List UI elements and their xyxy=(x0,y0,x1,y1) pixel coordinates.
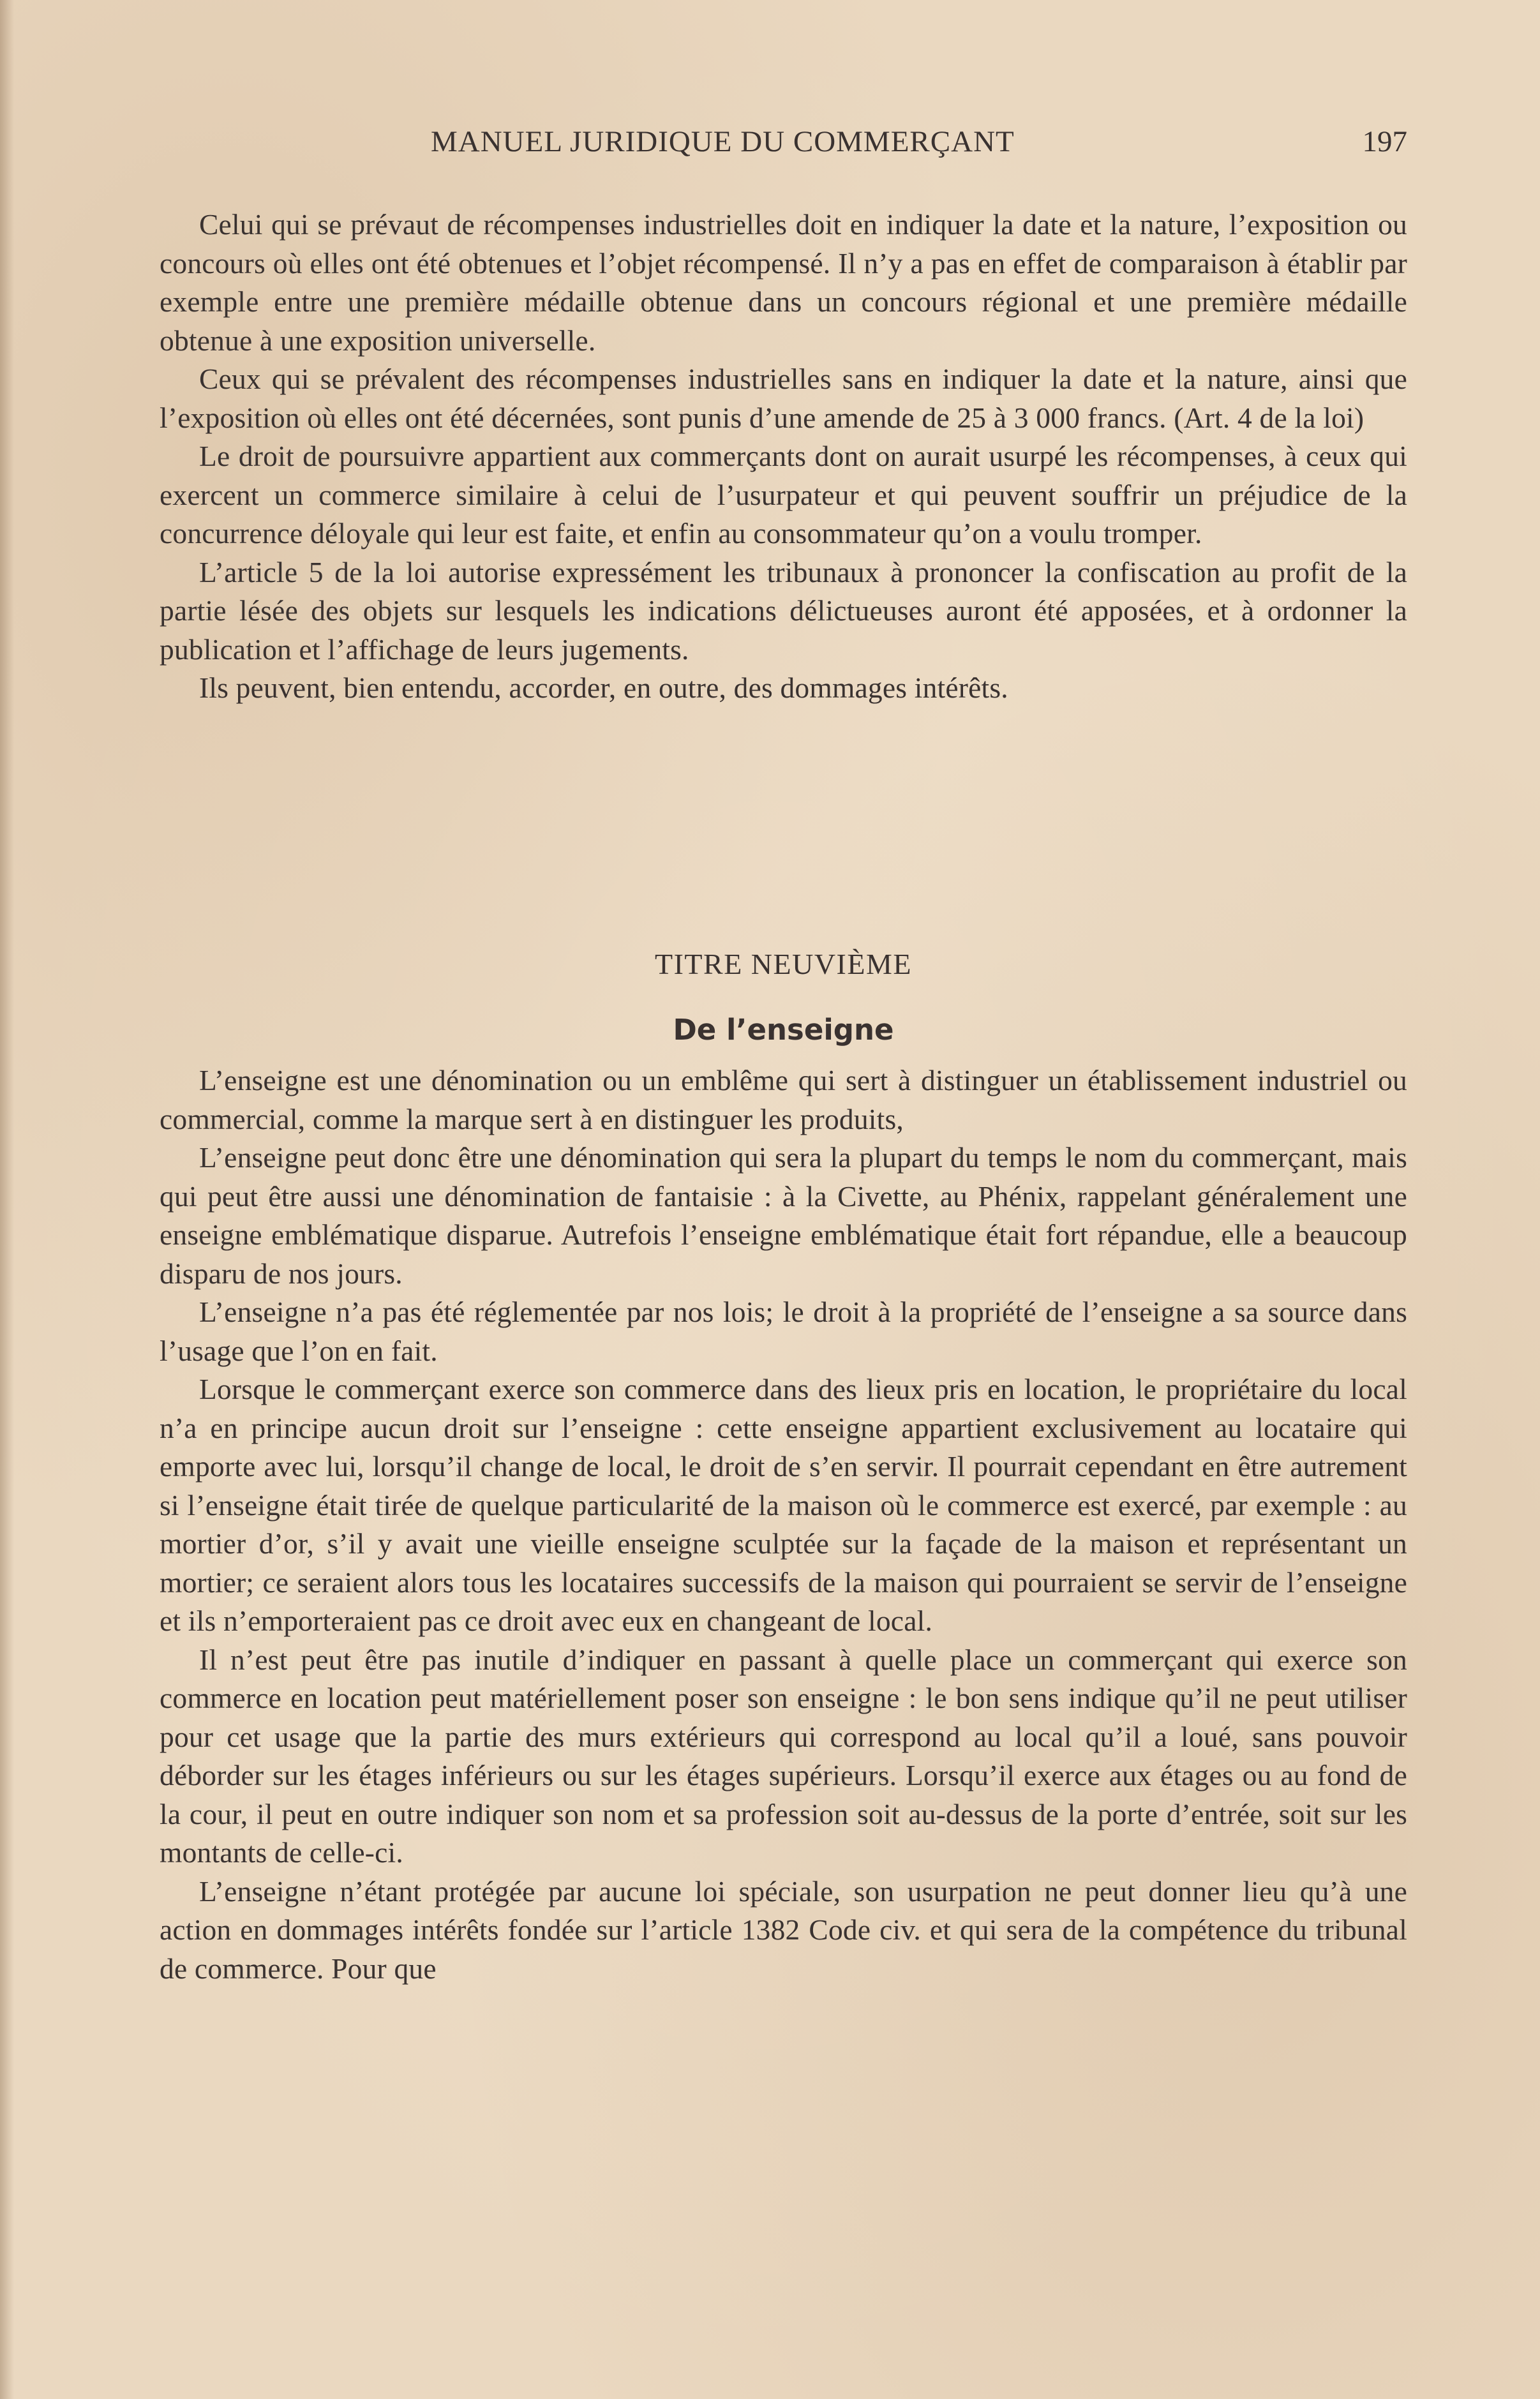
paragraph: Lorsque le commerçant exerce son commerce dans des lieux pris en location, le propriétaire du local n’a en principe aucun droit sur l’enseigne : cette enseigne appartient exclusivement au locataire qui emporte avec lui, lorsqu’il change de local, le droit de s’en servir. Il pourrait cependant en être autrement si l’enseigne était tirée de quelque particularité de la maison où le commerce est exercé, par exemple : au mortier d’or, s’il y avait une vieille enseigne sculptée sur la façade de la maison et représentant un mortier; ce seraient alors tous les locataires successifs de la maison qui pourraient se servir de l’enseigne et ils n’emporteraient pas ce droit avec eux en changeant de local. xyxy=(160,1373,1407,1637)
paragraph: Il n’est peut être pas inutile d’indiquer en passant à quelle place un commerçant qui exerce son commerce en location peut matériellement poser son enseigne : le bon sens indique qu’il ne peut utiliser pour cet usage que la partie des murs extérieurs qui correspond au local qu’il a loué, sans pouvoir déborder sur les étages inférieurs ou sur les étages supérieurs. Lorsqu’il exerce aux étages ou au fond de la cour, il peut en outre indiquer son nom et sa profession soit au-dessus de la porte d’entrée, soit sur les montants de celle-ci. xyxy=(160,1643,1407,1869)
paragraph: L’enseigne est une dénomination ou un emblême qui sert à distinguer un établissement industriel ou commercial, comme la marque sert à en distinguer les produits, xyxy=(160,1064,1407,1135)
paragraph: L’enseigne n’étant protégée par aucune loi spéciale, son usurpation ne peut donner lieu qu’à une action en dommages intérêts fondée sur l’article 1382 Code civ. et qui sera de la compétence du tribunal de commerce. Pour que xyxy=(160,1874,1407,1985)
paragraph: L’enseigne n’a pas été réglementée par nos lois; le droit à la propriété de l’enseigne a sa source dans l’usage que l’on en fait. xyxy=(160,1296,1407,1367)
page-header xyxy=(160,124,1407,169)
paragraph: Ils peuvent, bien entendu, accorder, en outre, des dommages intérêts. xyxy=(199,671,1008,704)
section-heading: TITRE NEUVIÈME xyxy=(655,948,912,980)
paragraph: Celui qui se prévaut de récompenses industrielles doit en indiquer la date et la nature, l’exposition ou concours où elles ont été obtenues et l’objet récompensé. Il n’y a pas en effet de comparaison à établir par exemple entre une première médaille obtenue dans un concours régional et une première médaille obtenue à une exposition universelle. xyxy=(160,208,1407,357)
page-edge-shadow xyxy=(0,0,14,2399)
section-one-body xyxy=(160,206,1407,708)
paragraph: L’enseigne peut donc être une dénomination qui sera la plupart du temps le nom du commerçant, mais qui peut être aussi une dénomination de fantaisie : à la Civette, au Phénix, rappelant généralement une enseigne emblématique disparue. Autrefois l’enseigne emblématique était fort répandue, elle a beaucoup disparu de nos jours. xyxy=(160,1141,1407,1290)
running-title: MANUEL JURIDIQUE DU COMMERÇANT xyxy=(431,125,1015,158)
page-number: 197 xyxy=(1362,125,1407,158)
section-two-body xyxy=(160,1061,1407,1988)
paragraph: L’article 5 de la loi autorise expressément les tribunaux à prononcer la confiscation au profit de la partie lésée des objets sur lesquels les indications délictueuses auront été apposées, et à ordonner la publication et l’affichage de leurs jugements. xyxy=(160,555,1407,666)
paragraph: Ceux qui se prévalent des récompenses industrielles sans en indiquer la date et la nature, ainsi que l’exposition où elles ont été décernées, sont punis d’une amende de 25 à 3 000 francs. (Art. 4 de la loi) xyxy=(160,362,1407,434)
section-title: De l’enseigne xyxy=(673,1013,894,1047)
paragraph: Le droit de poursuivre appartient aux commerçants dont on aurait usurpé les récompenses, à ceux qui exercent un commerce similaire à celui de l’usurpateur et qui peuvent souffrir un préjudice de la concurrence déloyale qui leur est faite, et enfin au consommateur qu’on a voulu tromper. xyxy=(160,440,1407,549)
